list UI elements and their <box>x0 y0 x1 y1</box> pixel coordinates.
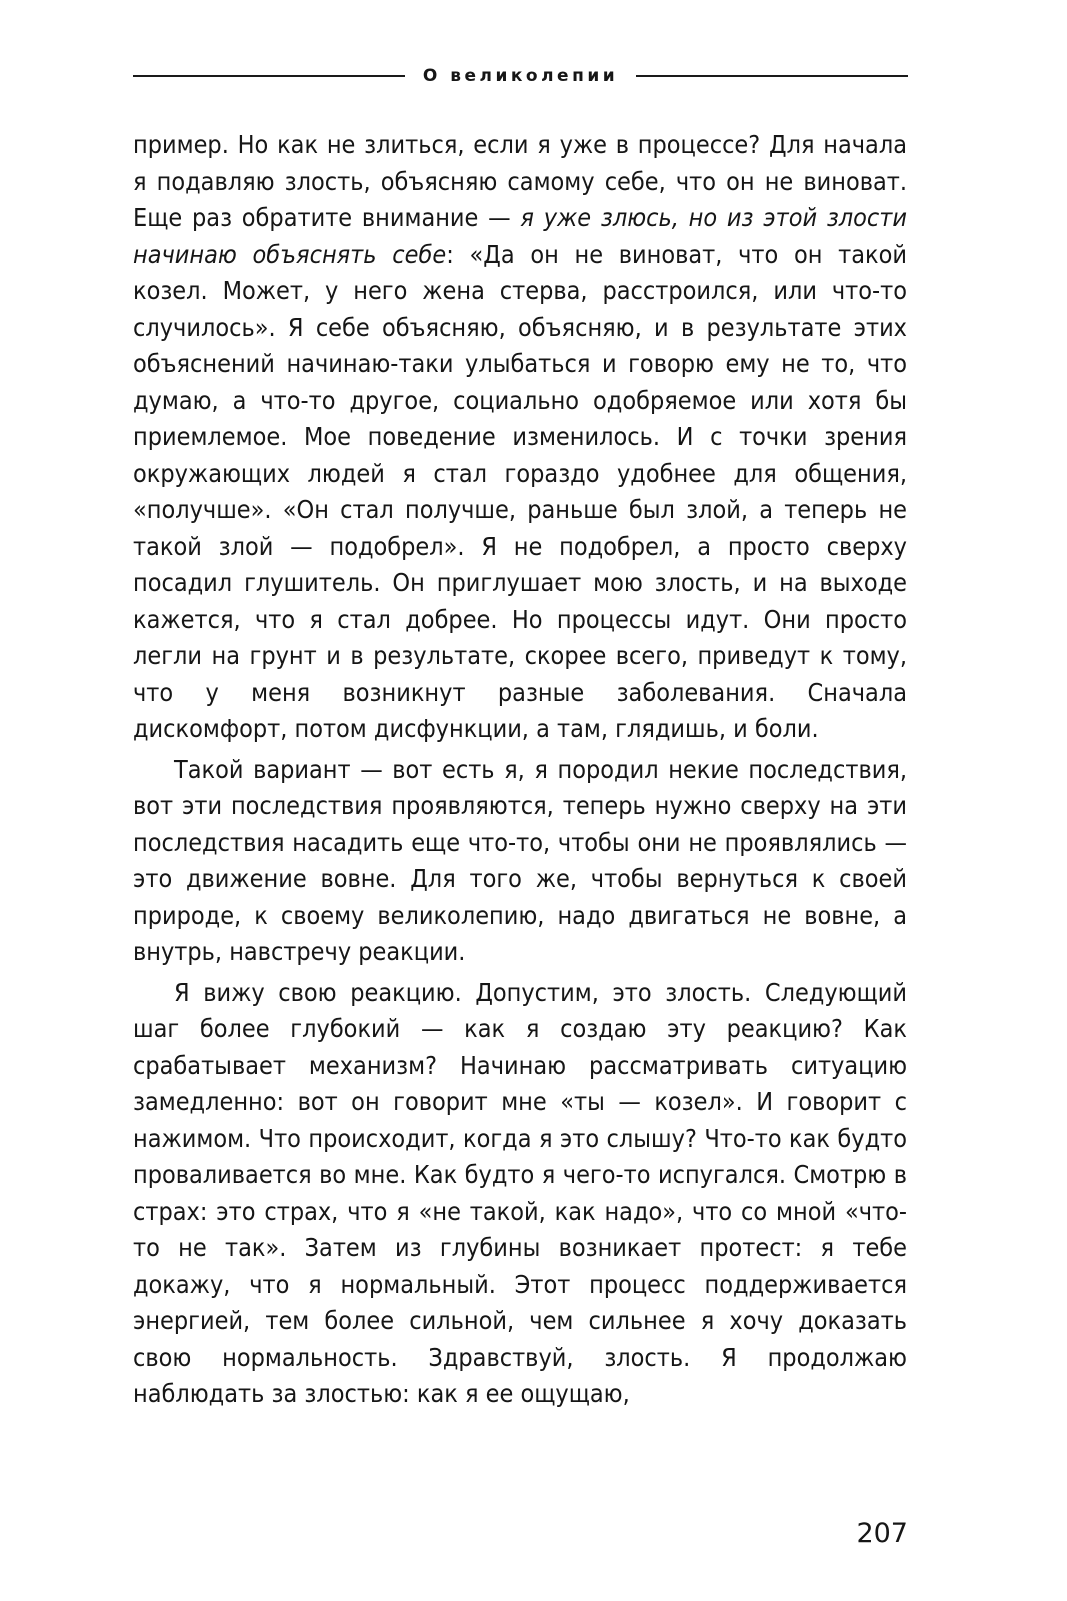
body-text <box>133 127 907 1417</box>
paragraph-3: Я вижу свою реакцию. Допустим, это злость. Следующий шаг более глубокий — как я создаю эту реакцию? Как срабатывает механизм? Начинаю рассматривать ситуацию замедленно: вот он говорит мне «ты — козел». И говорит с нажимом. Что происходит, когда я это слышу? Что-то как будто проваливается во мне. Как будто я чего-то испугался. Смотрю в страх: это страх, что я «не такой, как надо», что со мной «что-то не так». Затем из глубины возникает протест: я тебе докажу, что я нормальный. Этот процесс поддерживается энергией, тем более сильной, чем сильнее я хочу доказать свою нормальность. Здравствуй, злость. Я продолжаю наблюдать за злостью: как я ее ощущаю, <box>133 977 907 1408</box>
paragraph-1-end: : «Да он не виноват, что он такой козел. Может, у него жена стерва, расстроился, или что-то случилось». Я себе объясняю, объясняю, и в результате этих объяснений начинаю-таки улыбаться и говорю ему не то, что думаю, а что-то другое, социально одобряемое или хотя бы приемлемое. Мое поведение изменилось. И с точки зрения окружающих людей я стал гораздо удобнее для общения, «получше». «Он стал получше, раньше был злой, а теперь не такой злой — подобрел». Я не подобрел, а просто сверху посадил глушитель. Он приглушает мою злость, и на выходе кажется, что я стал добрее. Но процессы идут. Они просто легли на грунт и в результате, скорее всего, приведут к тому, что у меня возникнут разные заболевания. Сначала дискомфорт, потом дисфункции, а там, глядишь, и боли. <box>133 239 907 743</box>
running-header <box>133 60 908 92</box>
header-rule-right <box>636 75 908 77</box>
page-number: 207 <box>856 1518 908 1549</box>
paragraph-2: Такой вариант — вот есть я, я породил некие последствия, вот эти последствия проявляются, теперь нужно сверху на эти последствия насадить еще что-то, чтобы они не проявлялись — это движение вовне. Для того же, чтобы вернуться к своей природе, к своему великолепию, надо двигаться не вовне, а внутрь, навстречу реакции. <box>133 754 907 966</box>
chapter-title: О великолепии <box>422 66 619 86</box>
paragraph-1-italic: я уже злюсь, но из этой злости начинаю объяснять себе <box>133 203 907 269</box>
paragraph-1-start: пример. Но как не злиться, если я уже в процессе? Для начала я подавляю злость, объясняю самому себе, что он не виноват. Еще раз обратите внимание — <box>133 130 907 232</box>
header-rule-left <box>133 75 405 77</box>
paragraph-1 <box>133 127 907 748</box>
